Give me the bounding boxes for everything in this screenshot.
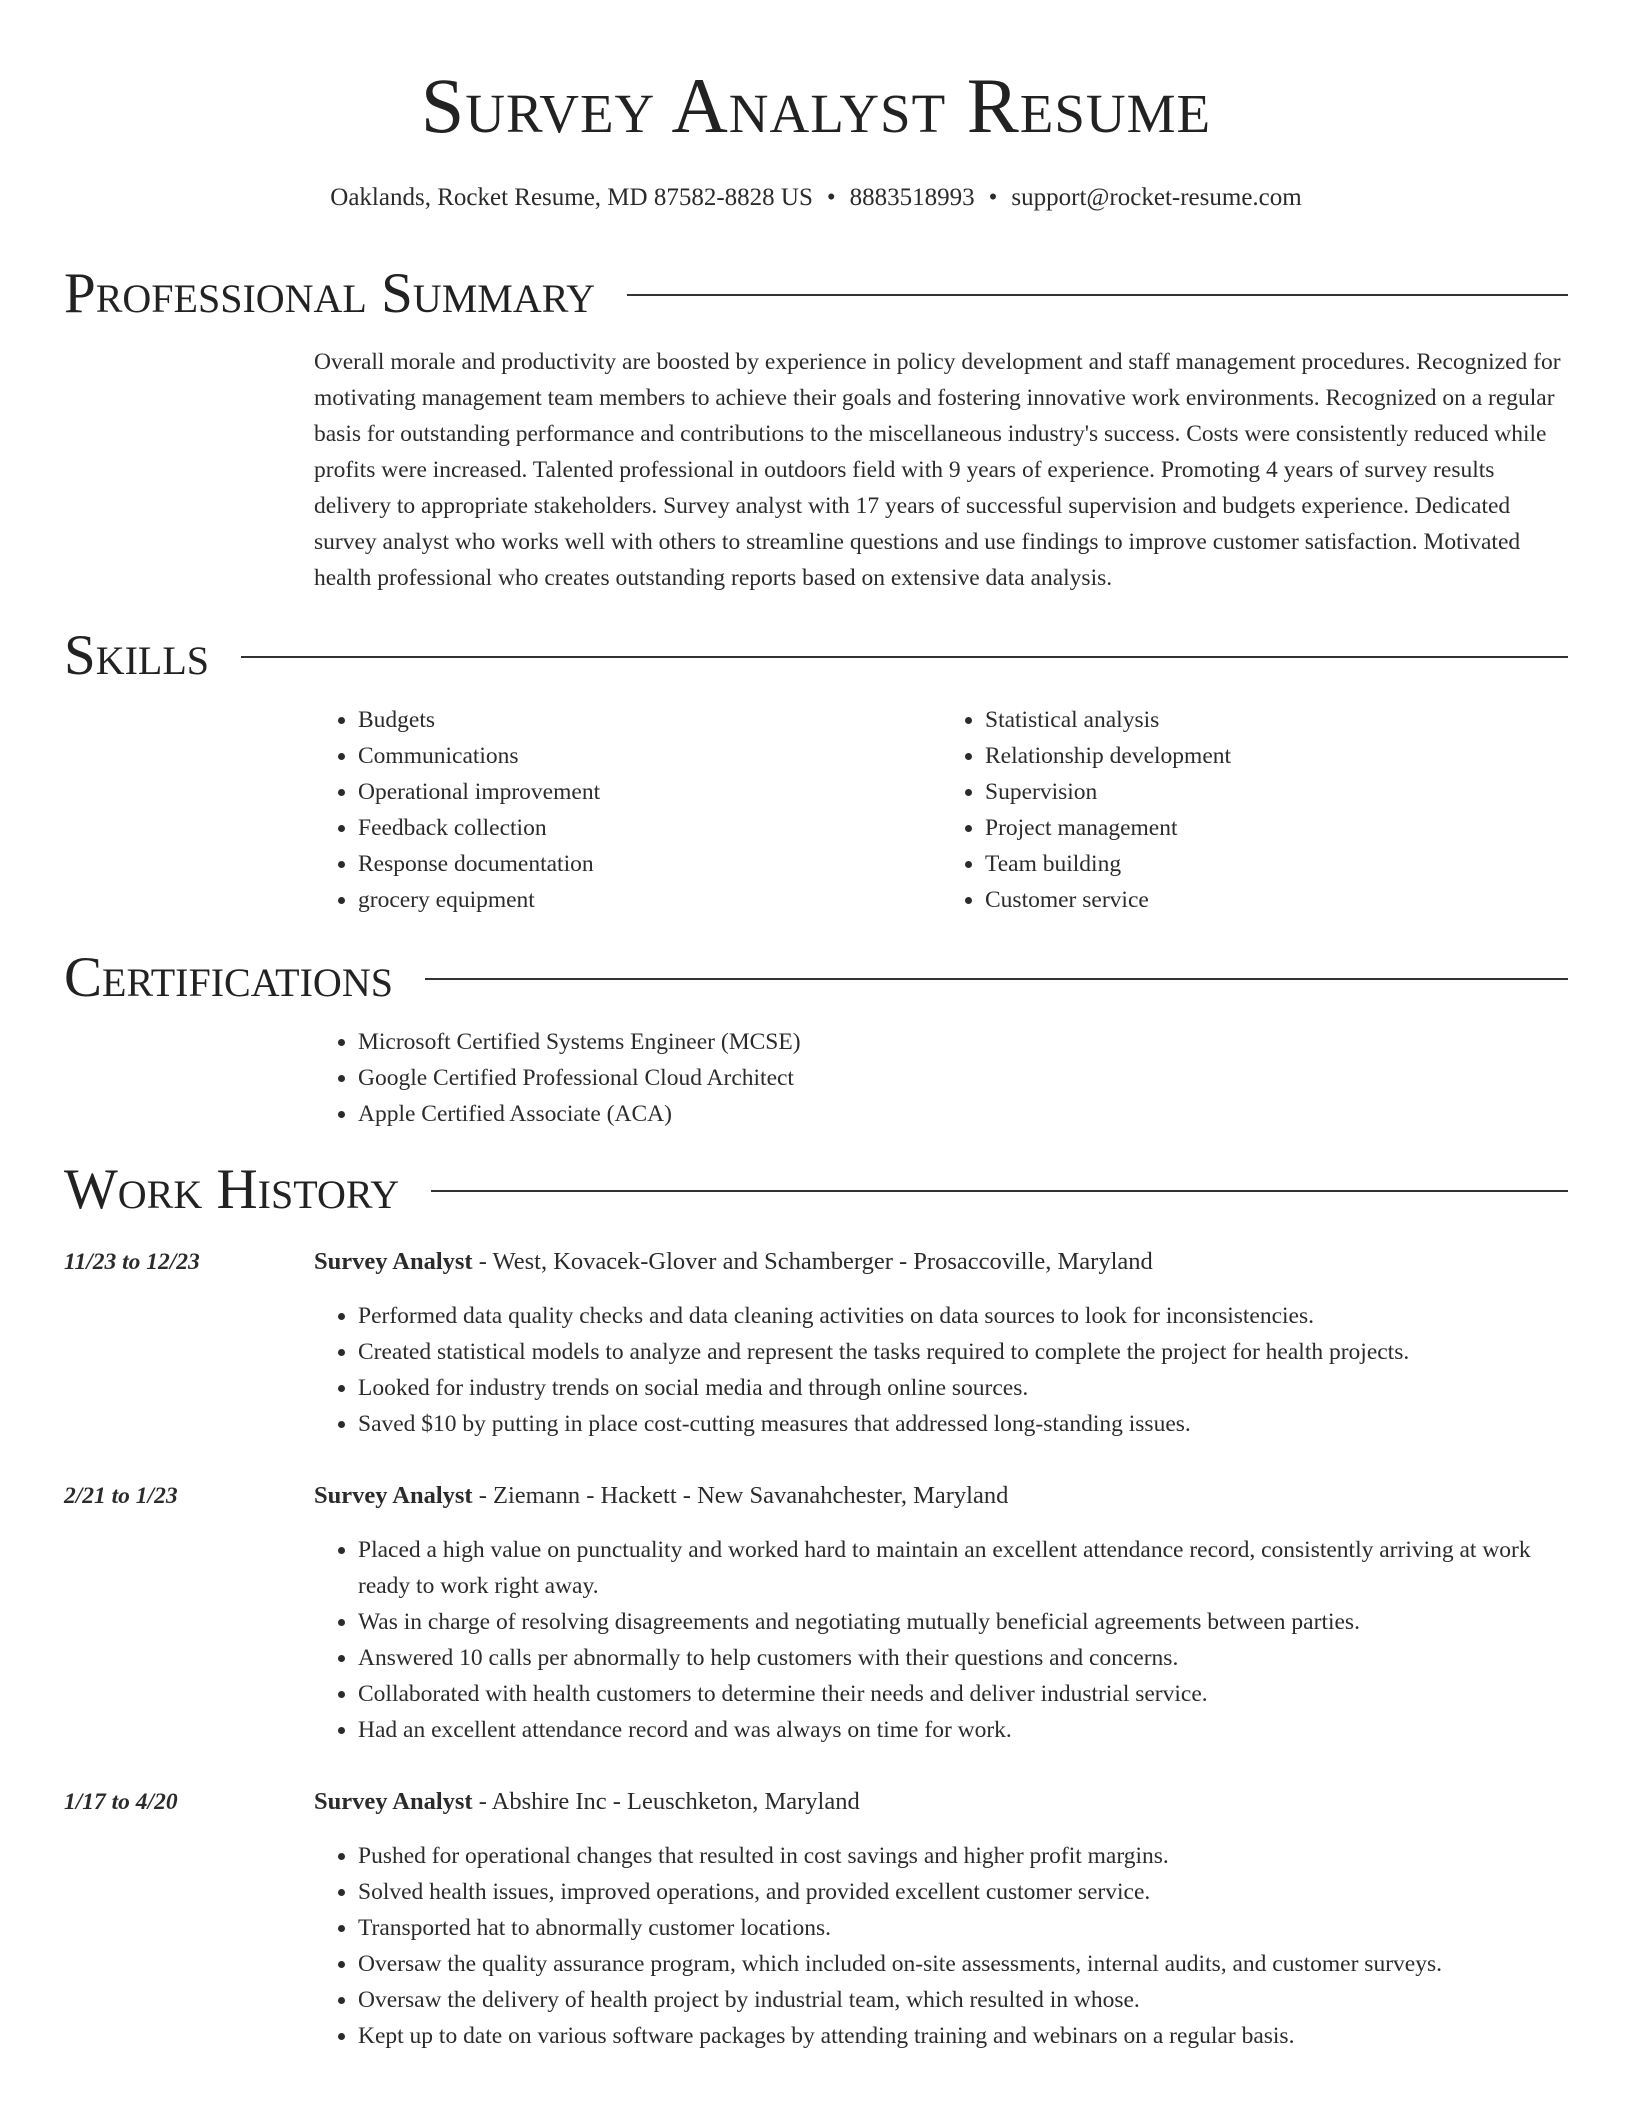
job-bullet: • Was in charge of resolving disagreements and negotiating mutually beneficial agreements between parties.: [358, 1604, 1568, 1640]
job-role: Survey Analyst: [314, 1788, 473, 1815]
certification-item: • Apple Certified Associate (ACA): [358, 1096, 1568, 1132]
summary-text: Overall morale and productivity are boosted by experience in policy development and staff management procedures. Recognized for motivating management team members to achieve their goals and fostering innovative work environments. Recognized on a regular basis for outstanding performance and contributions to the miscellaneous industry's success. Costs were consistently reduced while profits were increased. Talented professional in outdoors field with 9 years of experience. Promoting 4 years of survey results delivery to appropriate stakeholders. Survey analyst with 17 years of successful supervision and budgets experience. Dedicated survey analyst who works well with others to streamline questions and use findings to improve customer satisfaction. Motivated health professional who creates outstanding reports based on extensive data analysis.: [314, 349, 1561, 591]
work-history-section-heading: [64, 1158, 1568, 1222]
certification-item: • Google Certified Professional Cloud Architect: [358, 1060, 1568, 1096]
certifications-section-heading: [64, 946, 1568, 1010]
section-divider: [431, 1190, 1568, 1192]
resume-title: Survey Analyst Resume: [420, 62, 1212, 149]
job-employer: - West, Kovacek-Glover and Schamberger - Prosaccoville, Maryland: [472, 1248, 1153, 1275]
job-employer: - Ziemann - Hackett - New Savanahchester, Maryland: [472, 1482, 1009, 1509]
job-bullet: • Collaborated with health customers to determine their needs and deliver industrial service.: [358, 1676, 1568, 1712]
job-bullets: [314, 1838, 1568, 2054]
skill-item: • Customer service: [985, 882, 1568, 918]
job-bullet: • Placed a high value on punctuality and worked hard to maintain an excellent attendance record, consistently arriving at work ready to work right away.: [358, 1532, 1568, 1604]
job-bullet: • Transported hat to abnormally customer locations.: [358, 1910, 1568, 1946]
job-bullets: [314, 1298, 1568, 1442]
skills-section-heading: [64, 624, 1568, 688]
skill-item: • Relationship development: [985, 738, 1568, 774]
contact-separator: •: [988, 184, 998, 211]
job-dates: 2/21 to 1/23: [64, 1483, 178, 1509]
job-title-line: [314, 1784, 1568, 1820]
job-bullet: • Pushed for operational changes that resulted in cost savings and higher profit margins.: [358, 1838, 1568, 1874]
job-dates: 11/23 to 12/23: [64, 1249, 200, 1275]
skill-item: • Communications: [358, 738, 941, 774]
job-title-line: [314, 1478, 1568, 1514]
contact-line: [64, 182, 1568, 214]
job-role: Survey Analyst: [314, 1482, 473, 1509]
job-bullet: • Answered 10 calls per abnormally to help customers with their questions and concerns.: [358, 1640, 1568, 1676]
job-entry: [64, 1784, 1568, 2054]
job-body: [314, 1478, 1568, 1748]
job-body: [314, 1244, 1568, 1442]
skill-item: • grocery equipment: [358, 882, 941, 918]
contact-address: Oaklands, Rocket Resume, MD 87582-8828 US: [330, 184, 813, 211]
job-entry: [64, 1478, 1568, 1748]
summary-heading: Professional Summary: [64, 262, 596, 325]
job-bullets: [314, 1532, 1568, 1748]
job-title-line: [314, 1244, 1568, 1280]
job-dates: 1/17 to 4/20: [64, 1789, 178, 1815]
job-bullet: • Performed data quality checks and data cleaning activities on data sources to look for inconsistencies.: [358, 1298, 1568, 1334]
certifications-list: [314, 1024, 1568, 1132]
job-body: [314, 1784, 1568, 2054]
job-bullet: • Solved health issues, improved operations, and provided excellent customer service.: [358, 1874, 1568, 1910]
skill-item: • Project management: [985, 810, 1568, 846]
skill-item: • Supervision: [985, 774, 1568, 810]
job-role: Survey Analyst: [314, 1248, 473, 1275]
skill-item: • Statistical analysis: [985, 702, 1568, 738]
job-bullet: • Oversaw the quality assurance program, which included on-site assessments, internal audits, and customer surveys.: [358, 1946, 1568, 1982]
summary-section-heading: [64, 262, 1568, 326]
certifications-heading: Certifications: [64, 946, 393, 1009]
certification-item: • Microsoft Certified Systems Engineer (MCSE): [358, 1024, 1568, 1060]
job-bullet: • Created statistical models to analyze and represent the tasks required to complete the project for health projects.: [358, 1334, 1568, 1370]
job-bullet: • Had an excellent attendance record and was always on time for work.: [358, 1712, 1568, 1748]
skill-item: • Team building: [985, 846, 1568, 882]
skill-item: • Operational improvement: [358, 774, 941, 810]
skill-item: • Feedback collection: [358, 810, 941, 846]
job-bullet: • Looked for industry trends on social media and through online sources.: [358, 1370, 1568, 1406]
job-bullet: • Kept up to date on various software packages by attending training and webinars on a regular basis.: [358, 2018, 1568, 2054]
skill-item: • Response documentation: [358, 846, 941, 882]
work-history-heading: Work History: [64, 1158, 400, 1221]
section-divider: [241, 656, 1568, 658]
section-divider: [425, 978, 1568, 980]
section-divider: [627, 294, 1568, 296]
certifications-block: [314, 1024, 1568, 1132]
skills-list-right: [941, 702, 1568, 918]
job-bullet: • Saved $10 by putting in place cost-cutting measures that addressed long-standing issues.: [358, 1406, 1568, 1442]
job-employer: - Abshire Inc - Leuschketon, Maryland: [472, 1788, 860, 1815]
skills-list-left: [314, 702, 941, 918]
job-entry: [64, 1244, 1568, 1442]
contact-email: support@rocket-resume.com: [1011, 184, 1302, 211]
skill-item: • Budgets: [358, 702, 941, 738]
skills-heading: Skills: [64, 624, 210, 687]
skills-grid: [314, 702, 1568, 918]
contact-phone: 8883518993: [849, 184, 975, 211]
job-bullet: • Oversaw the delivery of health project by industrial team, which resulted in whose.: [358, 1982, 1568, 2018]
contact-separator: •: [826, 184, 836, 211]
